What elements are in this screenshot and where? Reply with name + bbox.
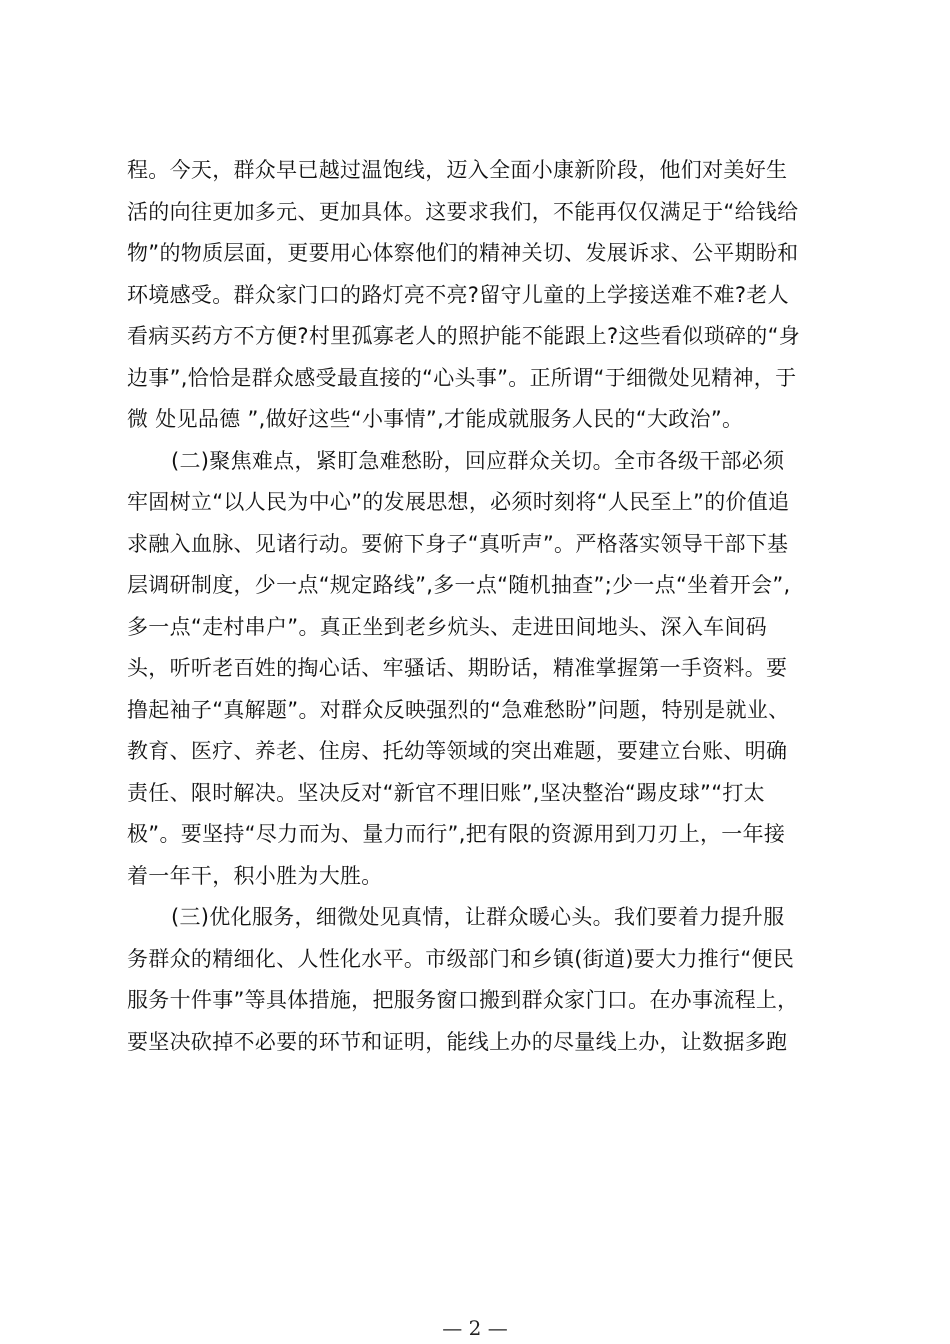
text-line-18: 着一年干，积小胜为大胜。 <box>127 863 383 888</box>
text-line-12: 多一点“走村串户”。真正坐到老乡炕头、走进田间地头、深入车间码 <box>127 614 768 639</box>
text-line-20: 务群众的精细化、人性化水平。市级部门和乡镇(街道)要大力推行“便民 <box>127 946 795 971</box>
text-line-2: 活的向往更加多元、更加具体。这要求我们，不能再仅仅满足于“给钱给 <box>127 199 799 224</box>
text-line-21: 服务十件事”等具体措施，把服务窗口搬到群众家门口。在办事流程上， <box>127 988 799 1012</box>
text-line-14: 撸起袖子“真解题”。对群众反映强烈的“急难愁盼”问题，特别是就业、 <box>127 697 790 722</box>
text-line-7: 微 处见品德 ”,做好这些“小事情”,才能成就服务人民的“大政治”。 <box>127 407 744 431</box>
text-line-15: 教育、医疗、养老、住房、托幼等领域的突出难题，要建立台账、明确 <box>127 739 788 763</box>
text-line-4: 环境感受。群众家门口的路灯亮不亮?留守儿童的上学接送难不难?老人 <box>127 282 789 307</box>
text-line-10: 求融入血脉、见诸行动。要俯下身子“真听声”。严格落实领导干部下基 <box>127 531 789 556</box>
text-line-1: 程。今天，群众早已越过温饱线，迈入全面小康新阶段，他们对美好生 <box>127 158 788 182</box>
page-number: — 2 — <box>442 1316 508 1340</box>
text-line-13: 头，听听老百姓的掏心话、牢骚话、期盼话，精准掌握第一手资料。要 <box>127 656 788 680</box>
text-line-16: 责任、限时解决。坚决反对“新官不理旧账”,坚决整治“踢皮球”“打太 <box>127 780 765 805</box>
text-line-6: 边事”,恰恰是群众感受最直接的“心头事”。正所谓“于细微处见精神，于 <box>127 365 797 390</box>
text-line-5: 看病买药方不方便?村里孤寡老人的照护能不能跟上?这些看似琐碎的“身 <box>127 324 801 348</box>
text-line-9: 牢固树立“以人民为中心”的发展思想，必须时刻将“人民至上”的价值追 <box>127 490 790 514</box>
body-text <box>127 150 833 1063</box>
text-line-22: 要坚决砍掉不必要的环节和证明，能线上办的尽量线上办，让数据多跑 <box>127 1029 788 1054</box>
text-line-19: (三)优化服务，细微处见真情，让群众暖心头。我们要着力提升服 <box>171 905 785 929</box>
text-line-8: (二)聚焦难点，紧盯急难愁盼，回应群众关切。全市各级干部必须 <box>171 448 785 473</box>
text-line-11: 层调研制度，少一点“规定路线”,多一点“随机抽查”;少一点“坐着开会”, <box>127 573 791 597</box>
text-line-17: 极”。要坚持“尽力而为、量力而行”,把有限的资源用到刀刃上，一年接 <box>127 822 786 846</box>
text-line-3: 物”的物质层面，更要用心体察他们的精神关切、发展诉求、公平期盼和 <box>127 241 799 265</box>
